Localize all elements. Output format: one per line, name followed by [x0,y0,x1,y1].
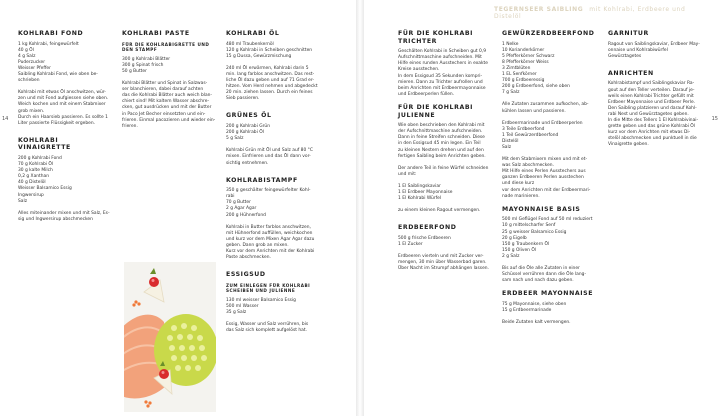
ingredient-line: 500 g frische Erdbeeren [398,235,451,241]
text-line: Kohlrabi mit etwas Öl anschwitzen, wür- [18,90,106,96]
text-line: frieren. Einmal pacozieren und wieder ein- [122,117,216,123]
ingredient-line: 70 g Butter [226,200,251,206]
subheading-essigsud: ZUM EINLEGEN FÜR KOHLRABI SCHEIBEN UND JULIENNE [226,282,311,294]
text-line: Kohlrabi Blätter und Spinat in Salzwas- [122,81,208,87]
text-line: Dann in feine Streifen schneiden. Diese [398,135,485,141]
stampf-ingredients [226,188,324,218]
marinade-instructions [502,157,602,200]
ingredient-line: 150 g Oliven Öl [502,247,537,253]
ingredient-line: 3 Teile Erdbeerfond [502,126,545,132]
text-line: beim Anrichten mit Erdbeermayonnaise [398,85,486,91]
text-line: Sieb passieren. [226,96,260,102]
ingredient-line: Salz [502,145,512,150]
text-line: Mit Hilfe eines Perlen Ausstechers aus [502,169,586,175]
ingredient-line: 7 g Salz [502,90,520,96]
heading-gewuerzerdbeerfond: GEWÜRZERDBEERFOND [502,30,595,37]
ingredient-line: 0,2 g Xanthan [18,174,50,180]
text-line: Durch ein Haarsieb passieren. Es sollte 1 [18,114,108,120]
text-line: kurz vor dem Anrichten mit etwas Di- [608,130,691,136]
header-subtitle-2: Distelöl [494,13,522,20]
right-page [364,0,720,416]
ingredient-line: 700 g Erdbeeressig [502,78,545,84]
dish-photo [124,262,216,412]
text-line: fertigen Saibling beim Anrichten geben. [398,153,486,159]
ingredient-line: 70 g Kohlrabi Öl [18,162,54,168]
text-line: Bis auf die Öle alle Zutaten in einer [502,266,580,271]
ingredient-line: 1 El Zucker [398,241,423,247]
text-line: Kreise ausstechen. [398,67,440,73]
text-line: sichtig entnehmen. [226,160,269,166]
ingredient-line: 30 g kalte Milch [18,168,53,174]
heading-vinaigrette-2: VINAIGRETTE [18,144,71,152]
heading-kohlrabi-paste: KOHLRABI PASTE [122,30,190,37]
gewuerz-instructions [502,102,602,114]
ingredient-line: 500 ml Geflügel Fond auf 50 ml reduziert [502,217,593,223]
paste-instructions [122,81,220,130]
ingredient-line: 350 g geschälter feingewürfelter Kohl- [226,188,311,194]
column-kohlrabi-paste [122,30,220,130]
essig-ingredients [226,298,324,316]
ingredient-line: 3 Zimtblüten [502,65,531,71]
ingredient-line: 10 Korianderkörner [502,47,545,53]
text-line: Den Saibling platzieren und darauf Kohl- [608,105,697,111]
gruen-ingredients [226,124,324,142]
ingredient-line: 40 g Distelöl [18,180,46,186]
subheading-paste: FÜR DIE KOHLRABIGRETTE UND DEN STAMPF [122,41,210,53]
julienne-instructions [398,123,498,214]
text-line: 240 ml Öl erwärmen, Kohlrabi darin 5 [226,65,309,71]
text-line: mit Hühnerfond auffüllen, weichkochen [226,230,313,236]
heading-kohlrabi-fond: KOHLRABI FOND [18,30,84,37]
text-line: Essig, Wasser und Salz verrühren, bis [226,322,309,328]
ingredient-line: 300 g Kohlrabi Blätter [122,56,171,62]
ingredient-line: 200 g Kohlrabi Fond [18,156,62,161]
text-line: das Salz sich komplett aufgelöst hat. [226,328,307,334]
text-line: zen und mit Fond aufgiessen siehe oben. [18,96,109,102]
ingredient-line: schrieben [18,78,40,84]
ingredient-line: 35 g Salz [226,310,247,316]
text-line: 1 El Erdbeer Mayonnaise [398,189,453,195]
ingredient-line: 1 EL Senfkörner [502,72,537,78]
heading-trichter-2: TRICHTER [398,37,438,45]
page-header [494,6,685,20]
text-line: Hilfe eines runden Ausstechers in exakte [398,61,488,67]
column-gewuerzerdbeerfond [502,30,602,326]
heading-anrichten: ANRICHTEN [608,69,654,77]
text-line: Liter passierte Flüssigkeit ergeben. [18,120,96,126]
heading-gruenes-oel: GRÜNES ÖL [226,112,272,120]
ingredient-line: 200 g Erdbeerfond, siehe oben [502,84,570,90]
text-line: Ragout von Saiblingskaviar, Erdbeer May- [608,41,700,47]
text-line: in Paco Jet Becher einsetzten und ein- [122,111,206,117]
text-line: Vinaigrette geben. [608,142,649,148]
text-line: onnaise und Kohlrabiwürfel [608,47,668,53]
text-line: Alle Zutaten zusammen aufkochen, ab- [502,102,589,108]
text-line: Weich kochen und mit einem Stabmixer [18,102,106,108]
ingredient-line: 20 g Eigelb [502,235,527,241]
heading-erdbeerfond: ERDBEERFOND [398,224,457,232]
ingredient-line: Distelöl [502,138,519,144]
mayo-instructions [502,266,602,284]
column-kohlrabi-oel [226,30,324,334]
ingredient-line: 1 Teil Gewürzerdbeerfond [502,132,559,138]
ingredient-line: 40 g Öl [18,47,34,53]
text-line: Alles miteinander mixen und mit Salz, Es- [18,210,110,216]
vinaigrette-ingredients [18,156,116,205]
text-line: und kurz vor dem Mixen Agar Agar dazu [226,236,315,242]
text-line: Kurz vor dem Anrichten mit der Kohlrabi [226,249,315,255]
erdmayo-instructions [502,320,602,326]
ingredient-line: 25 g weisser Balsamico Essig [502,229,567,235]
text-line: min. lang farblos anschwitzen. Das rest- [226,71,315,77]
text-line: Mit dem Stabmixern mixen und mit et- [502,157,588,163]
text-line: mixen. Einfrieren und das Öl dann vor- [226,154,311,160]
ingredient-line: rabi [226,194,235,200]
oel-instructions [226,66,324,103]
ingredient-line: 2 g Agar Agar [226,206,257,212]
ingredient-line: 480 ml Traubenkernöl [226,41,274,47]
text-line: nade marinieren. [502,193,540,199]
text-line: ser blanchieren, dabei darauf achten [122,87,204,93]
ingredient-line: 120 g Kohlrabi in Scheiben geschnitten [226,47,313,53]
ingredient-line: Puderzucker [18,59,46,65]
text-line: rabi Nest und Gewürztagetes geben. [608,111,689,117]
trichter-instructions [398,49,498,98]
erdmayo-ingredients [502,302,602,314]
text-line: frieren. [122,123,138,129]
text-line: das die Kohlrabi Blätter auch weich blan- [122,93,213,99]
garnitur-text [608,42,708,60]
header-title: TEGERNSEER SAIBLING [494,6,584,13]
ingredient-line: 1 Nelke [502,41,519,47]
text-line: Wie oben beschrieben den Kohlrabi mit [398,123,485,129]
text-line: geben. Dann grob an mixen. [226,242,289,248]
ingredient-line: 300 g Spinat frisch [122,62,164,68]
heading-erdbeer-mayonnaise: ERDBEER MAYONNAISE [502,290,594,298]
heading-vinaigrette-1: KOHLRABI [18,136,59,144]
heading-essigsud: ESSIGSUD [226,271,266,279]
text-line: ganzen Erdbeeren Perlen ausstechen [502,175,584,181]
text-line: der Aufschnittmaschine aufschneiden. [398,129,483,135]
text-line: und mit: [398,171,417,177]
text-line: stelöl abschmecken und punktuell in die [608,136,697,142]
gruen-instructions [226,148,324,166]
ingredient-line: 5 g Salz [226,136,244,142]
ingredient-line: 10 g mittelscharfer Senf [502,223,556,229]
dish-illustration [124,262,216,412]
ingredient-line: 150 g Traubenkern Öl [502,241,550,247]
ingredient-line: Saibling Kohlrabi Fond, wie oben be- [18,72,98,78]
ingredient-line: Weisser Pfeffer [18,65,51,71]
stampf-instructions [226,225,324,262]
ingredient-line: Erdbeermarinade und Erdbeerperlen [502,120,583,126]
erdbeerfond-ingredients [398,236,498,248]
text-line: sam nach und nach dazu geben. [502,278,574,284]
ingredient-line: 2 g Salz [502,253,520,259]
text-line: Beide Zutaten kalt vermengen. [502,320,571,326]
text-line: 1 El Saiblingskaviar [398,183,441,189]
heading-trichter-1: FÜR DIE KOHLRABI [398,30,474,37]
gewuerz-ingredients [502,42,602,97]
text-line: Kohlrabi in Butter farblos anschwitzen, [226,224,311,230]
text-line: hitzen. Vom Herd nehmen und abgedeckt [226,84,318,90]
header-subtitle: mit Kohlrabi, Erdbeere und [589,6,686,13]
heading-kohlrabistampf: KOHLRABISTAMPF [226,176,298,184]
ingredient-line: Salz [18,198,28,204]
text-line: Aufschnittmaschine aufschneiden. Mit [398,55,482,61]
text-line: mieren. Dann zu Trichter aufrollen und [398,79,483,85]
ingredient-line: 500 ml Wasser [226,304,259,310]
ingredient-line: Ingwersirup [18,192,44,198]
ingredient-line: 200 g Hühnerfond [226,212,266,218]
text-line: und diese kurz [502,181,535,187]
heading-julienne-2: JULIENNE [398,111,436,119]
text-line: Über Nacht im Strumpf abhängen lassen. [398,266,489,272]
column-trichter [398,30,498,272]
text-line: gout auf den Teller verteilen. Darauf je- [608,87,695,93]
left-page [0,0,356,416]
text-line: kühlen lassen und passieren. [502,108,566,114]
text-line: mengen, 30 min über Wasserbad garen. [398,260,487,266]
heading-kohlrabi-oel: KOHLRABI ÖL [226,30,280,37]
text-line: zu einem kleinen Ragout vermengen. [398,208,481,214]
text-line: Kohlrabistampf und Saiblingskaviar Ra- [608,81,695,87]
anrichten-text [608,81,708,148]
text-line: was Salz abschmecken. [502,163,554,169]
ingredient-line: 130 ml weisser Balsamico Essig [226,298,296,303]
text-line: grob mixen. [18,108,45,114]
fond-instructions [18,90,116,127]
mayo-ingredients [502,217,602,260]
erdbeerfond-instructions [398,254,498,272]
ingredient-line: 15 g Dussa, Gewürzmischung [226,53,292,59]
text-line: und Erdbeerperlen füllen. [398,91,455,97]
text-line: liche Öl dazu geben und auf 71 Grad er- [226,78,314,84]
text-line: 20 min. ziehen lassen. Durch ein feines [226,90,313,96]
page-number-right: 15 [711,116,718,122]
column-garnitur [608,30,708,149]
fond-ingredients [18,42,116,85]
ingredient-line: 75 g Mayonnaise, siehe oben [502,301,567,307]
text-line: sig und Ingwersirup abschmecken [18,216,93,222]
text-line: in den Essigsud 45 min legen. Ein Teil [398,141,481,147]
book-gutter [356,0,364,416]
text-line: chiert sind! Mit kaltem Wasser abschre- [122,99,210,105]
text-line: In die Mitte des Tellers 1 El Kohlrabivinai- [608,118,699,124]
text-line: Schüssel verrühren dann die Öle lang- [502,272,587,278]
text-line: Erdbeeren vierteln und mit Zucker ver- [398,254,484,260]
ingredient-line: 200 g Kohlrabi Öl [226,130,264,136]
ingredient-line: 200 g Kohlrabi Grün [226,124,270,130]
ingredient-line: 8 Pfefferkörner Weiss [502,59,549,65]
text-line: In dem Essigsud 35 Sekunden kompri- [398,73,483,79]
oel-ingredients [226,42,324,60]
ingredient-line: 15 g Erdbeermarinade [502,307,552,313]
page-number-left: 14 [2,116,9,122]
text-line: vor dem Anrichten mit der Erdbeermari- [502,187,591,193]
text-line: zu kleinen Nestern drehen und auf den [398,147,484,153]
text-line: 1 El Kohlrabi Würfel [398,196,442,202]
text-line: grette geben und das grüne Kohlrabi Öl [608,124,695,130]
heading-garnitur: GARNITUR [608,30,649,37]
column-kohlrabi-fond [18,30,116,223]
text-line: Geschälten Kohlrabi in Scheiben gut 0,9 [398,49,486,55]
paste-ingredients [122,57,220,75]
marinade-ingredients [502,121,602,151]
heading-mayonnaise-basis: MAYONNAISE BASIS [502,205,581,213]
text-line: Paste abschmecken. [226,255,271,261]
ingredient-line: 5 Pfefferkörner Schwarz [502,53,555,59]
text-line: Erdbeer Mayonnaise und Erdbeer Perle. [608,99,696,105]
ingredient-line: 50 g Butter [122,68,147,74]
text-line: Kohlrabi Grün mit Öl und Salz auf 80 °C [226,148,313,154]
ingredient-line: 1 kg Kohlrabi, feingewürfelt [18,41,79,47]
text-line: cken, gut ausdrücken und mit der Butter [122,105,212,111]
vinaigrette-instructions [18,211,116,223]
text-line: Der andere Teil in feine Würfel schneiden [398,165,489,171]
heading-julienne-1: FÜR DIE KOHLRABI [398,103,474,111]
ingredient-line: Weisser Balsamico Essig [18,186,72,192]
ingredient-line: 4 g Salz [18,53,36,59]
text-line: Gewürztagetes [608,53,642,59]
essig-instructions [226,322,324,334]
text-line: weils einen Kohlrabi Trichter gefüllt mit [608,93,694,99]
